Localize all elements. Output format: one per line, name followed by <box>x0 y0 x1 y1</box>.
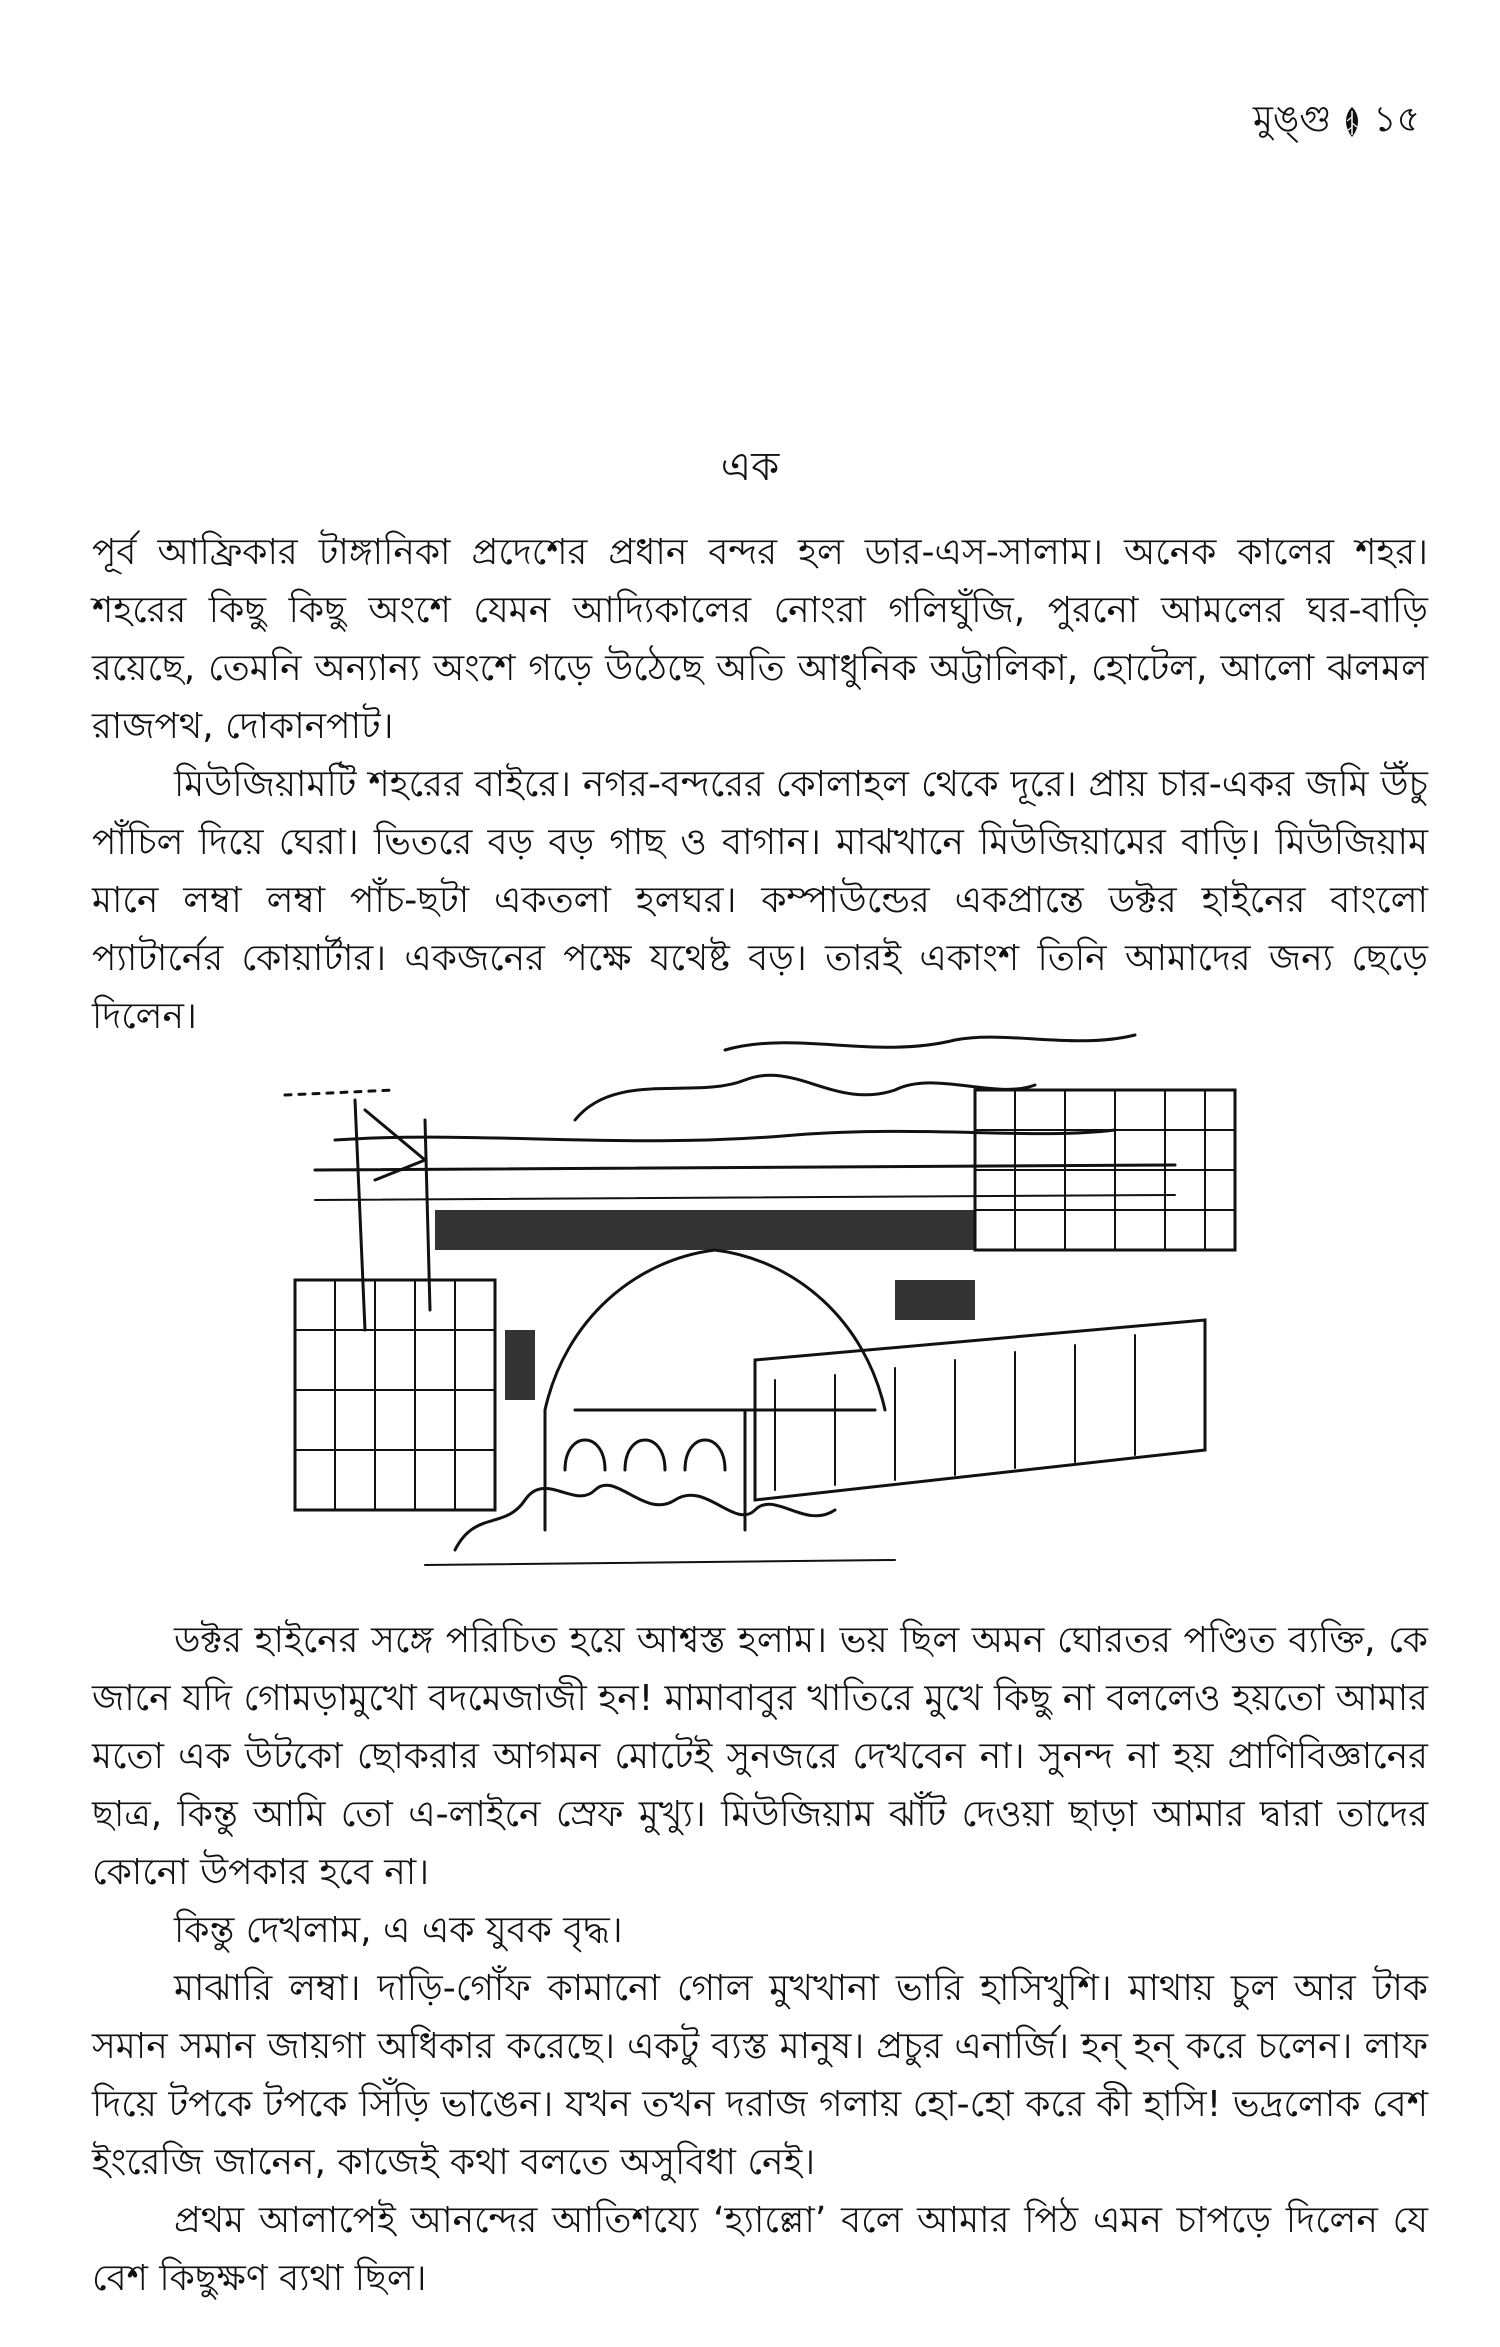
city-sketch-illustration-icon <box>275 1030 1265 1570</box>
paragraph: কিন্তু দেখলাম, এ এক যুবক বৃদ্ধ। <box>174 1910 623 1951</box>
leaf-ornament-icon <box>1341 105 1363 139</box>
text-block-bottom <box>92 1612 1428 2308</box>
chapter-heading: এক <box>720 444 780 490</box>
paragraph: পূর্ব আফ্রিকার টাঙ্গানিকা প্রদেশের প্রধান বন্দর হল ডার-এস-সালাম। অনেক কালের শহর। শহরের কিছু কিছু অংশে যেমন আদ্যিকালের নোংরা গলিঘুঁজি, পুরনো আমলের ঘর-বাড়ি রয়েছে, তেমনি অন্যান্য অংশে গড়ে উঠেছে অতি আধুনিক অট্টালিকা, হোটেল, আলো ঝলমল রাজপথ, দোকানপাট। <box>92 532 1428 747</box>
paragraph: ডক্টর হাইনের সঙ্গে পরিচিত হয়ে আশ্বস্ত হলাম। ভয় ছিল অমন ঘোরতর পণ্ডিত ব্যক্তি, কে জানে যদি গোমড়ামুখো বদমেজাজী হন! মামাবাবুর খাতিরে মুখে কিছু না বললেও হয়তো আমার মতো এক উটকো ছোকরার আগমন মোটেই সুনজরে দেখবেন না। সুনন্দ না হয় প্রাণিবিজ্ঞানের ছাত্র, কিন্তু আমি তো এ-লাইনে স্রেফ মুখ্যু। মিউজিয়াম ঝাঁট দেওয়া ছাড়া আমার দ্বারা তাদের কোনো উপকার হবে না। <box>92 1620 1428 1893</box>
paragraph: মাঝারি লম্বা। দাড়ি-গোঁফ কামানো গোল মুখখানা ভারি হাসিখুশি। মাথায় চুল আর টাক সমান সমান জায়গা অধিকার করেছে। একটু ব্যস্ত মানুষ। প্রচুর এনার্জি। হন্ হন্ করে চলেন। লাফ দিয়ে টপকে টপকে সিঁড়ি ভাঙেন। যখন তখন দরাজ গলায় হো-হো করে কী হাসি! ভদ্রলোক বেশ ইংরেজি জানেন, কাজেই কথা বলতে অসুবিধা নেই। <box>92 1968 1428 2183</box>
running-header <box>1253 92 1420 152</box>
paragraph: প্রথম আলাপেই আনন্দের আতিশয্যে ‘হ্যাল্লো’ বলে আমার পিঠ এমন চাপড়ে দিলেন যে বেশ কিছুক্ষণ ব্যথা ছিল। <box>92 2200 1428 2299</box>
text-block-top <box>92 524 1428 1046</box>
header-title: মুঙ্গু <box>1252 99 1332 140</box>
page-number: ১৫ <box>1373 99 1420 140</box>
paragraph: মিউজিয়ামটি শহরের বাইরে। নগর-বন্দরের কোলাহল থেকে দূরে। প্রায় চার-একর জমি উঁচু পাঁচিল দিয়ে ঘেরা। ভিতরে বড় বড় গাছ ও বাগান। মাঝখানে মিউজিয়ামের বাড়ি। মিউজিয়াম মানে লম্বা লম্বা পাঁচ-ছটা একতলা হলঘর। কম্পাউন্ডের একপ্রান্তে ডক্টর হাইনের বাংলো প্যাটার্নের কোয়ার্টার। একজনের পক্ষে যথেষ্ট বড়। তারই একাংশ তিনি আমাদের জন্য ছেড়ে দিলেন। <box>92 764 1428 1037</box>
